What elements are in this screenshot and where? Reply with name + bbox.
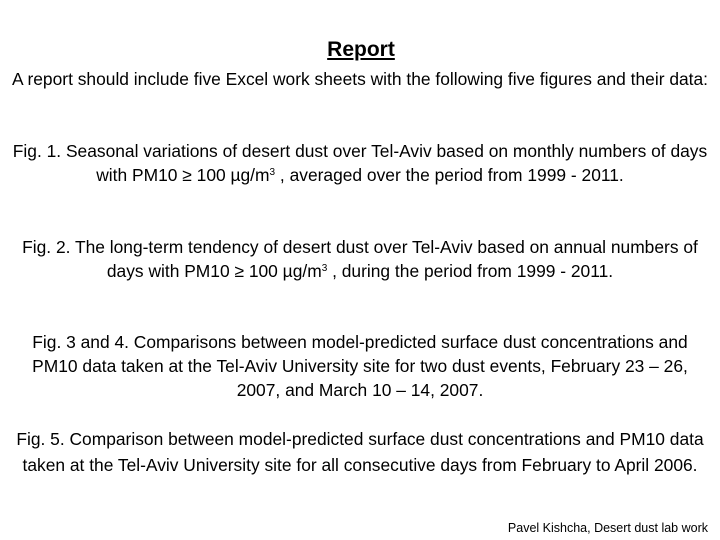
page-title: Report [327, 38, 395, 61]
figure-1-text-end: , averaged over the period from 1999 - 2011. [275, 165, 624, 185]
figure-5-description: Fig. 5. Comparison between model-predicted surface dust concentrations and PM10 data taken at the Tel-Aviv University site for all consecutive days from February to April 2006. [16, 429, 704, 475]
figure-1-superscript: 3 [269, 167, 276, 178]
figure-2-text: Fig. 2. The long-term tendency of desert dust over Tel-Aviv based on annual numbers of days with PM10 ≥ 100 µg/m [22, 237, 698, 281]
figure-2-superscript: 3 [321, 263, 328, 274]
figure-1-text: Fig. 1. Seasonal variations of desert dust over Tel-Aviv based on monthly numbers of days with PM10 ≥ 100 µg/m [12, 141, 708, 185]
figure-3-4-description: Fig. 3 and 4. Comparisons between model-predicted surface dust concentrations and PM10 data taken at the Tel-Aviv University site for two dust events, February 23 – 26, 2007, and March 10 – 14, 2007. [32, 332, 688, 400]
footer-credit: Pavel Kishcha, Desert dust lab work [507, 521, 708, 535]
figure-2-description [10, 235, 710, 283]
figure-1-description [10, 139, 710, 187]
figure-2-text-end: , during the period from 1999 - 2011. [327, 261, 614, 281]
intro-paragraph: A report should include five Excel work sheets with the following five figures and their data: [12, 69, 708, 89]
